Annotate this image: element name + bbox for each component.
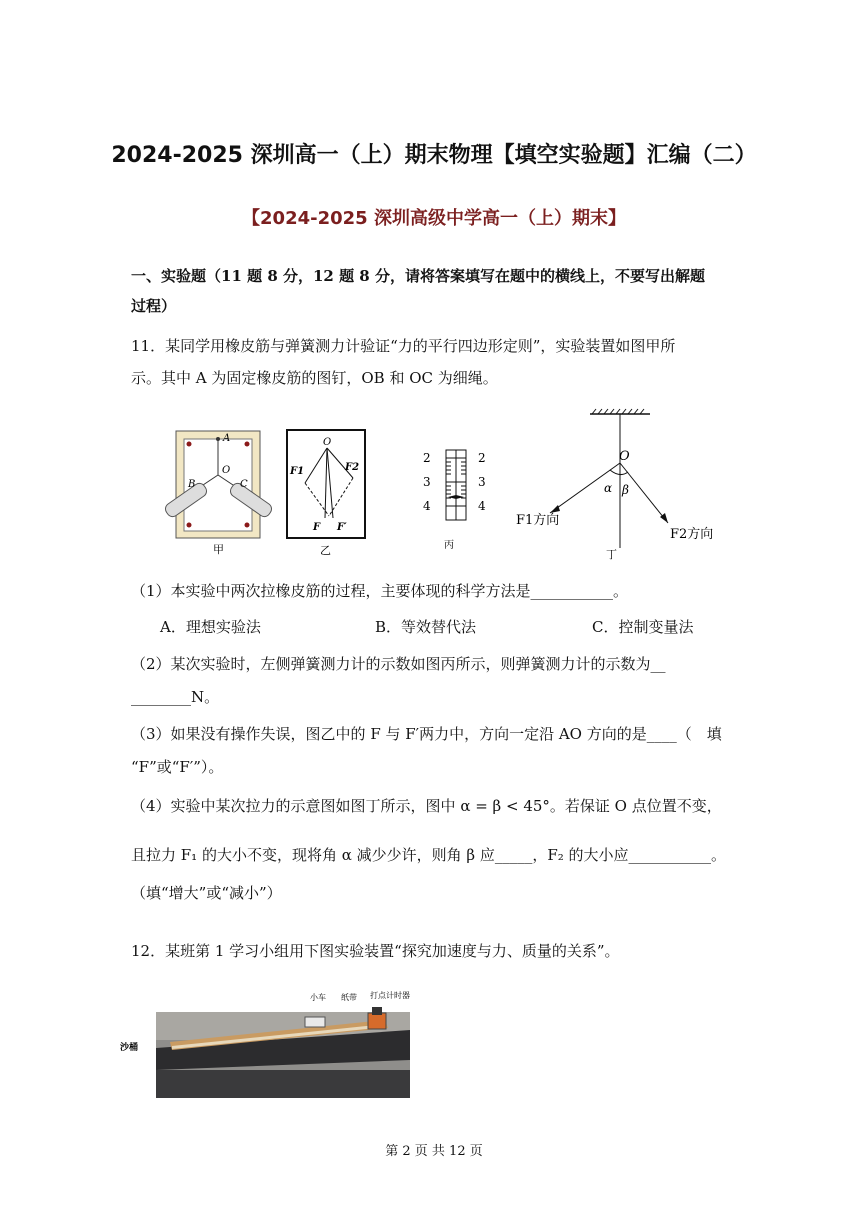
document-subtitle: 【2024-2025 深圳高级中学高一（上）期末】 — [242, 208, 626, 229]
fig-yi-caption: 乙 — [320, 544, 331, 557]
fig-bing-tick-left-3: 3 — [423, 475, 431, 489]
photo-label-tape: 纸带 — [341, 993, 357, 1002]
q11-part3-line1: （3）如果没有操作失误，图乙中的 F 与 F′两力中，方向一定沿 AO 方向的是____（ 填 — [131, 725, 722, 743]
document-title: 2024-2025 深圳高一（上）期末物理【填空实验题】汇编（二） — [111, 143, 757, 168]
q11-option-b: B．等效替代法 — [375, 618, 477, 636]
apparatus-photo — [120, 990, 420, 1100]
q11-part4-line1: （4）实验中某次拉力的示意图如图丁所示，图中 α = β < 45°。若保证 O 点位置不变， — [131, 797, 722, 815]
figure-jia — [160, 425, 280, 560]
page-footer: 第 2 页 共 12 页 — [385, 1144, 483, 1159]
q11-part4-line2: 且拉力 F₁ 的大小不变，现将角 α 减少少许，则角 β 应_____，F₂ 的大小应___________。 — [131, 846, 727, 864]
q11-part3-line2: “F”或“F′”）。 — [131, 758, 224, 776]
fig-yi-label-f2: F2 — [345, 462, 360, 473]
q11-stem-line1: 11．某同学用橡皮筋与弹簧测力计验证“力的平行四边形定则”，实验装置如图甲所 — [131, 337, 676, 355]
fig-jia-label-b: B — [188, 479, 196, 490]
fig-bing-tick-left-4: 4 — [423, 499, 431, 513]
section-heading-line1: 一、实验题（11 题 8 分，12 题 8 分，请将答案填写在题中的横线上，不要写出解题 — [131, 267, 705, 285]
figure-bing — [418, 448, 493, 553]
q11-part2-line1: （2）某次实验时，左侧弹簧测力计的示数如图丙所示，则弹簧测力计的示数为__ — [131, 655, 666, 673]
q11-part2-line2: ________N。 — [131, 688, 220, 706]
fig-yi-label-o: O — [323, 437, 332, 448]
q11-part4-line3: （填“增大”或“减小”） — [131, 884, 282, 902]
fig-ding-label-f2: F2方向 — [670, 527, 714, 542]
fig-bing-tick-right-3: 3 — [478, 475, 486, 489]
section-heading-line2: 过程） — [131, 297, 177, 315]
fig-ding-label-f1: F1方向 — [516, 513, 560, 528]
photo-label-car: 小车 — [310, 993, 326, 1002]
fig-yi-label-fprime: F′ — [337, 522, 347, 533]
fig-yi-label-f: F — [313, 522, 321, 533]
fig-jia-label-c: C — [240, 479, 248, 490]
fig-jia-label-o: O — [222, 465, 231, 476]
fig-bing-tick-right-2: 2 — [478, 451, 486, 465]
photo-label-bucket: 沙桶 — [120, 1043, 139, 1053]
q11-option-c: C．控制变量法 — [592, 618, 694, 636]
figure-ding — [510, 408, 735, 563]
fig-bing-tick-right-4: 4 — [478, 499, 486, 513]
fig-ding-caption: 丁 — [606, 548, 617, 561]
q11-option-a: A．理想实验法 — [160, 618, 261, 636]
q11-part1: （1）本实验中两次拉橡皮筋的过程，主要体现的科学方法是___________。 — [131, 582, 629, 600]
q12-stem: 12．某班第 1 学习小组用下图实验装置“探究加速度与力、质量的关系”。 — [131, 942, 620, 960]
fig-ding-label-alpha: α — [604, 481, 613, 495]
fig-ding-label-beta: β — [622, 483, 629, 497]
q11-stem-line2: 示。其中 A 为固定橡皮筋的图钉，OB 和 OC 为细绳。 — [131, 369, 498, 387]
photo-label-timer: 打点计时器 — [370, 991, 410, 1000]
fig-bing-caption: 丙 — [444, 540, 454, 551]
fig-yi-label-f1: F1 — [290, 466, 305, 477]
fig-ding-label-o: O — [619, 449, 630, 464]
figure-yi — [285, 428, 370, 560]
fig-jia-caption: 甲 — [213, 543, 224, 556]
fig-bing-tick-left-2: 2 — [423, 451, 431, 465]
fig-jia-label-a: A — [223, 433, 231, 444]
